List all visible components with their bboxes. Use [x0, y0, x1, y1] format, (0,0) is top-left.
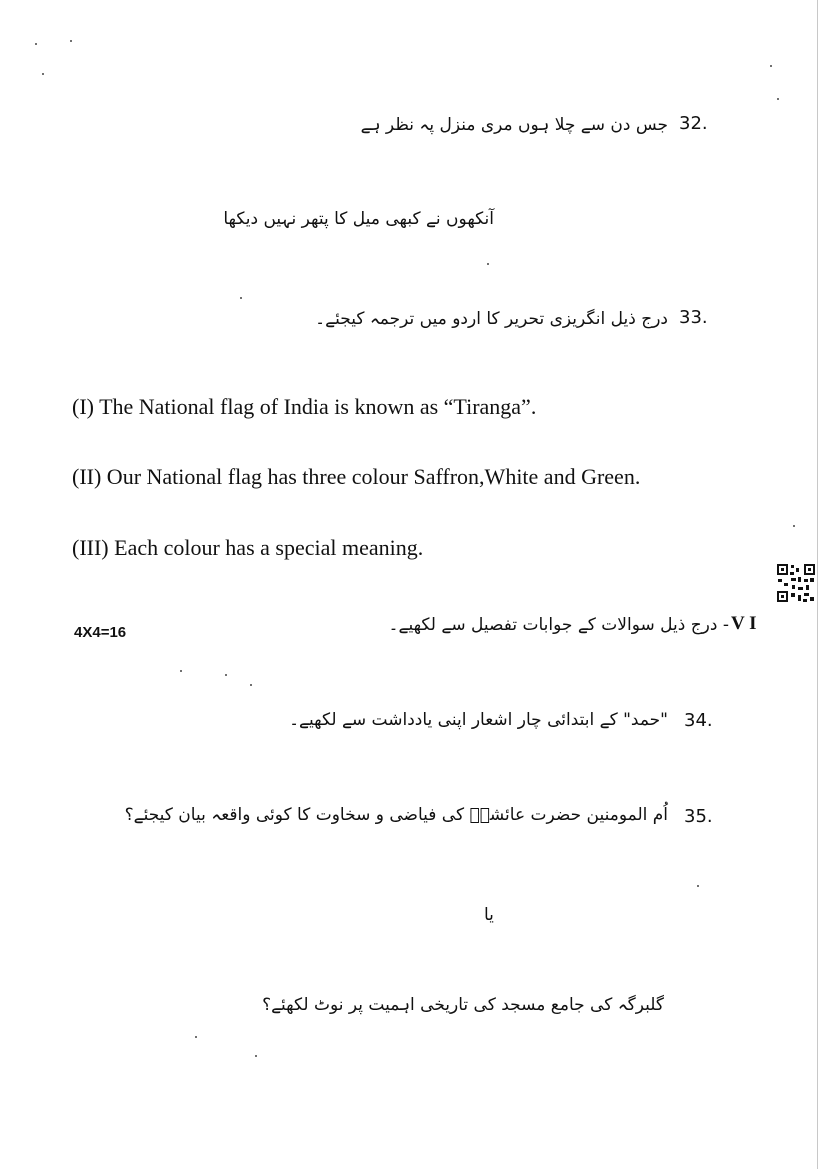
- question-33-number: 33.: [679, 307, 708, 328]
- scan-speck: [240, 297, 242, 299]
- section-6-marks: 4X4=16: [74, 624, 127, 641]
- scan-speck: [42, 73, 44, 75]
- section-6-title: - درج ذیل سوالات کے جوابات تفصیل سے لکھیے۔: [388, 615, 729, 635]
- scan-speck: [777, 98, 779, 100]
- question-35-or: یا: [484, 905, 494, 925]
- question-32-line-1: جس دن سے چلا ہوں مری منزل پہ نظر ہے: [360, 115, 668, 135]
- question-35-alternative: گلبرگہ کی جامع مسجد کی تاریخی اہمیت پر نوٹ لکھئے؟: [262, 995, 664, 1015]
- scan-speck: [35, 43, 37, 45]
- passage-line-1: (I) The National flag of India is known as “Tiranga”.: [72, 394, 537, 419]
- scan-speck: [487, 263, 489, 265]
- question-32-number: 32.: [679, 113, 708, 134]
- qr-code-icon: [776, 563, 816, 603]
- scan-speck: [225, 674, 227, 676]
- scan-speck: [770, 65, 772, 67]
- scan-speck: [70, 40, 72, 42]
- question-35-number: 35.: [684, 806, 713, 827]
- scan-speck: [793, 525, 795, 527]
- scan-speck: [180, 670, 182, 672]
- scan-speck: [255, 1055, 257, 1057]
- scan-speck: [250, 684, 252, 686]
- question-32-line-2: آنکھوں نے کبھی میل کا پتھر نہیں دیکھا: [223, 209, 494, 229]
- scan-speck: [697, 885, 699, 887]
- question-33-prompt: درج ذیل انگریزی تحریر کا اردو میں ترجمہ کیجئے۔: [315, 309, 668, 329]
- question-34-number: 34.: [684, 710, 713, 731]
- scan-speck: [195, 1036, 197, 1038]
- passage-line-3: (III) Each colour has a special meaning.: [72, 535, 424, 560]
- scan-edge-line: [817, 0, 818, 1169]
- section-6-label: V I: [731, 613, 757, 634]
- passage-line-2: (II) Our National flag has three colour Saffron,White and Green.: [72, 464, 641, 489]
- question-34-text: "حمد" کے ابتدائی چار اشعار اپنی یادداشت سے لکھیے۔: [289, 710, 668, 730]
- question-35-text: اُم المومنین حضرت عائشہؓ کی فیاضی و سخاوت کا کوئی واقعہ بیان کیجئے؟: [124, 805, 668, 825]
